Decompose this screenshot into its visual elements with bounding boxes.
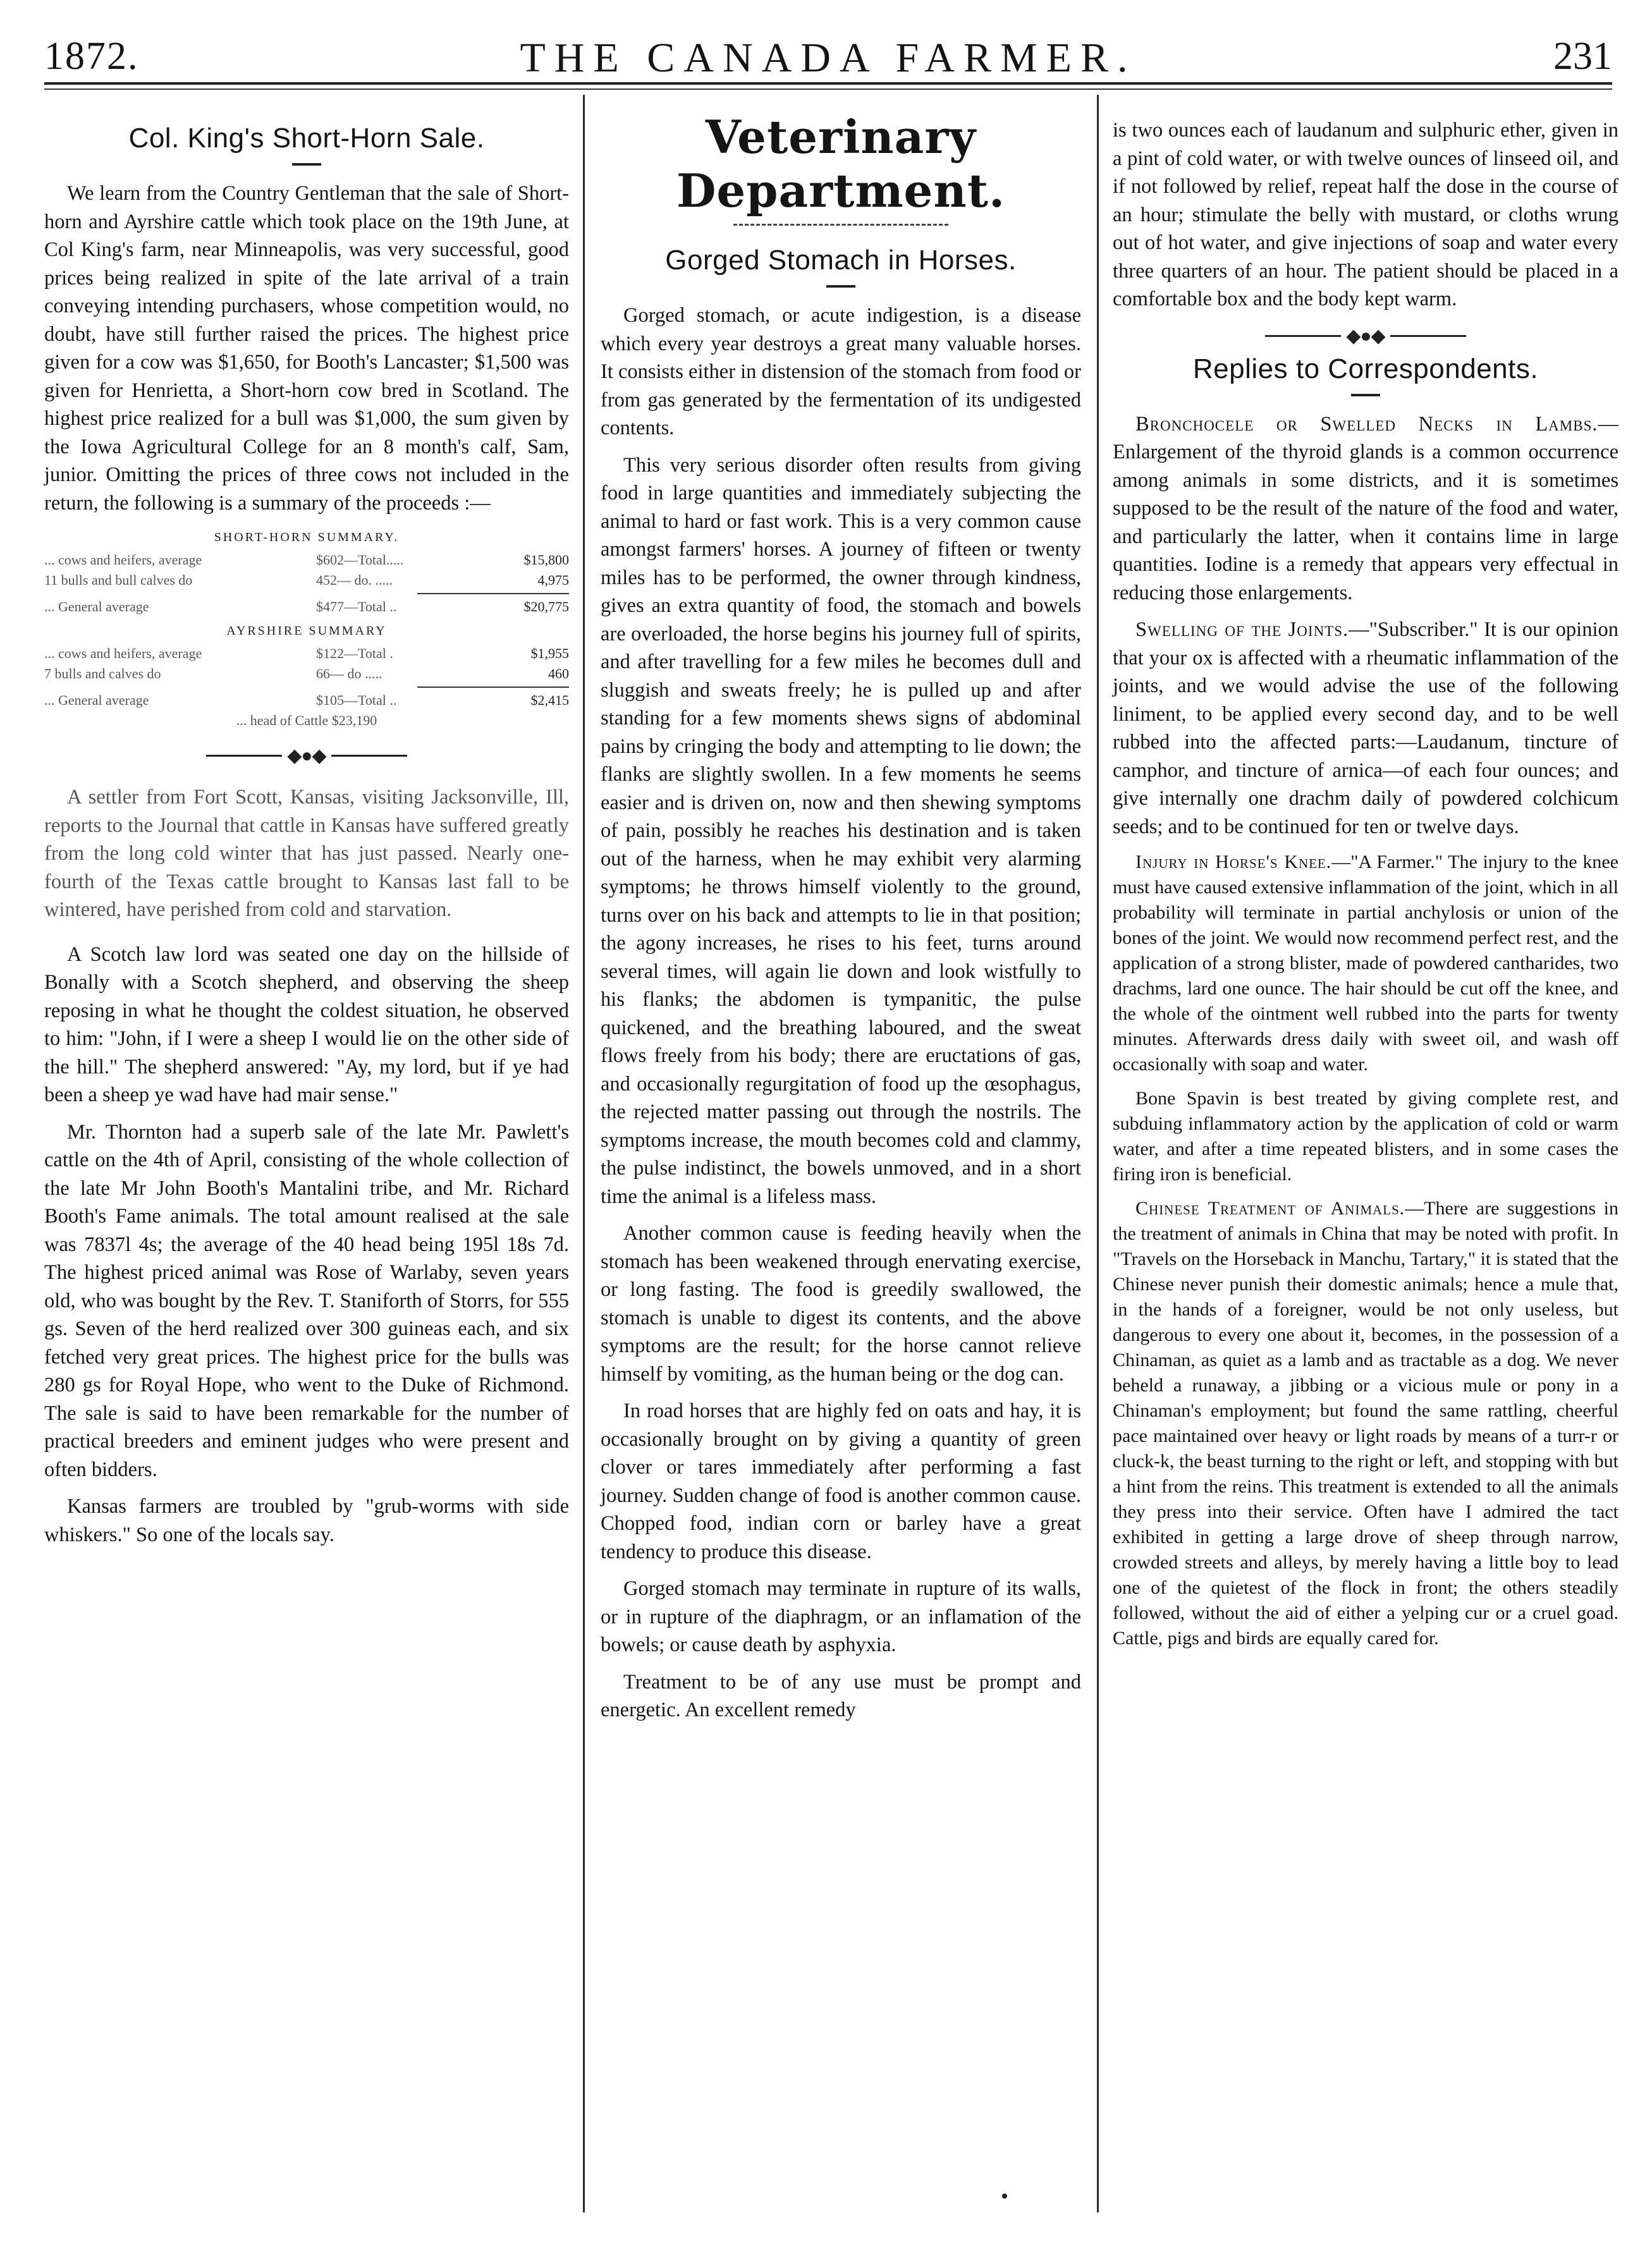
summary-row: 7 bulls and calves do 66— do ..... 460 — [44, 666, 569, 681]
department-title: Veterinary Department. — [676, 110, 1006, 217]
reply-paragraph: Bronchocele or Swelled Necks in Lambs.—Enlargement of the thyroid glands is a common occurrence among animals in some districts, and it is sometimes supposed to be the result of the nature of the food and water, and particularly the latter, when it contains lime in large quantities. Iodine is a remedy that appears very effectual in reducing those enlargements. — [1113, 412, 1618, 604]
reply-heading: Chinese Treatment of Animals. — [1135, 1198, 1405, 1219]
summary-row: ... General average $477—Total .. $20,775 — [44, 599, 569, 614]
reply-heading: Injury in Horse's Knee. — [1135, 851, 1332, 872]
article-paragraph: Another common cause is feeding heavily when the stomach has been weakened through enervating exercise, or long fasting. The food is greedily swallowed, the stomach is unable to digest its contents, and the above symptoms are the result; for the horse cannot relieve himself by vomiting, as the human being or the dog can. — [601, 1222, 1081, 1386]
heading-rule — [292, 163, 321, 166]
article-paragraph: Gorged stomach may terminate in rupture of its walls, or in rupture of the diaphragm, or an inflamation of the bowels; or cause death by asphyxia. — [601, 1577, 1081, 1656]
masthead-rule — [44, 88, 1612, 90]
summary-total: ... head of Cattle $23,190 — [236, 712, 377, 728]
column-divider — [583, 95, 585, 2212]
reply-paragraph: Injury in Horse's Knee.—"A Farmer." The injury to the knee must have caused extensive inflammation of the joint, which in all probability will terminate in partial anchylosis or union of the bones of the joint. We would now recommend perfect rest, and the application of a strong blister, made of powdered cantharides, two drachms, lard one ounce. The hair should be cut off the knee, and the whole of the ointment well rubbed into the parts for twenty minutes. Afterwards dress daily with sweet oil, and wash off occasionally with soap and water. — [1113, 851, 1618, 1075]
summary-row: 11 bulls and bull calves do 452— do. ..... 4,975 — [44, 572, 569, 588]
column-divider — [1097, 95, 1099, 2212]
heading-rule — [826, 285, 855, 288]
summary-row: ... cows and heifers, average $122—Total . $1,955 — [44, 645, 569, 661]
article-paragraph: A settler from Fort Scott, Kansas, visiting Jacksonville, Ill, reports to the Journal that cattle in Kansas have suffered greatly from the long cold winter that has just passed. Nearly one-fourth of the Texas cattle brought to Kansas last fall to be wintered, have perished from cold and starvation. — [44, 786, 569, 921]
column-2 — [601, 101, 1081, 1733]
reply-heading: Bronchocele or Swelled Necks in Lambs. — [1135, 412, 1598, 436]
article-paragraph: This very serious disorder often results from giving food in large quantities and immediately subjecting the animal to hard or fast work. This is a very common cause amongst farmers' horses. A journey of fifteen or twenty miles has to be performed, the owner through kindness, gives an extra quantity of food, the stomach and bowels are overloaded, the horse begins his journey full of spirits, and after travelling for a few miles he becomes dull and sluggish and sweats freely; he is pulled up and after standing for a few moments shews signs of abdominal pains by cringing the body and attempting to lie down; the flanks are slightly swollen. In a few moments he seems easier and is driven on, now and then shewing symptoms of pain, possibly he reaches his destination and is taken out of the harness, when he may exhibit very alarming symptoms; he throws himself violently to the ground, turns over on his back and attempts to lie in that position; the agony increases, he rises to his feet, turns around several times, will again lie down and look wistfully to his flanks; the abdomen is tympanitic, the pulse quickened, and the breathing laboured, and the sweat flows freely from his body; there are eructations of gas, and occasionally regurgitation of food up the œsophagus, the rejected matter passing out through the nostrils. The symptoms increase, the mouth becomes cold and clammy, the pulse indistinct, the bowels unmoved, and in a short time the animal is a lifeless mass. — [601, 453, 1082, 1208]
article-paragraph: A Scotch law lord was seated one day on the hillside of Bonally with a Scotch shepherd, and observing the sheep reposing in what he thought the coldest situation, he observed to him: "John, if I were a sheep I would lie on the other side of the hill." The shepherd answered: "Ay, my lord, but if ye had been a sheep ye wad have had mair sense." — [44, 943, 569, 1106]
summary-row: ... cows and heifers, average $602—Total..... $15,800 — [44, 552, 569, 568]
reply-heading: Swelling of the Joints. — [1135, 618, 1349, 641]
reply-paragraph: Swelling of the Joints.—"Subscriber." It is our opinion that your ox is affected with a rheumatic inflammation of the joints, and we would advise the use of the following liniment, to be applied every second day, and to be well rubbed into the affected parts:—Laudanum, tincture of camphor, and tincture of arnica—of each four ounces; and give internally one drachm daily of powdered colchicum seeds; and to be continued for ten or twelve days. — [1113, 618, 1618, 838]
article-paragraph: Gorged stomach, or acute indigestion, is a disease which every year destroys a great many valuable horses. It consists either in distension of the stomach from food or from gas generated by the fermentation of its undigested contents. — [601, 304, 1082, 439]
masthead — [44, 25, 1612, 85]
page-number: 231 — [1553, 35, 1612, 78]
article-heading: Gorged Stomach in Horses. — [665, 245, 1017, 276]
heading-rule — [1351, 394, 1380, 396]
sale-summary — [44, 527, 569, 731]
column-1 — [44, 101, 569, 1558]
article-paragraph: Mr. Thornton had a superb sale of the late Mr. Pawlett's cattle on the 4th of April, consisting of the whole collection of the late Mr John Booth's Mantalini tribe, and Mr. Richard Booth's Fame animals. The total amount realised at the sale was 7837l 4s; the average of the 40 head being 195l 18s 7d. The highest priced animal was Rose of Warlaby, seven years old, who was bought by the Rev. T. Staniforth of Storrs, for 555 gs. Seven of the herd realized over 300 guineas each, and six fetched very great prices. The highest price for the bulls was 280 gs for Royal Hope, who went to the Duke of Richmond. The sale is said to have been remarkable for the number of practical breeders and eminent judges who were present and often bidders. — [44, 1120, 569, 1481]
article-heading: Replies to Correspondents. — [1192, 353, 1539, 384]
article-paragraph: Treatment to be of any use must be prompt and energetic. An excellent remedy — [601, 1670, 1081, 1721]
summary-row: ... General average $105—Total .. $2,415 — [44, 692, 569, 708]
masthead-year: 1872. — [44, 35, 139, 78]
column-3 — [1113, 101, 1618, 1660]
article-paragraph: In road horses that are highly fed on oats and hay, it is occasionally brought on by giving a quantity of green clover or tares immediately after performing a fast journey. Sudden change of food is another common cause. Chopped food, indian corn or barley have a great tendency to produce this disease. — [601, 1400, 1081, 1563]
article-heading: Col. King's Short-Horn Sale. — [128, 123, 485, 154]
dense-section — [1113, 850, 1618, 1651]
article-paragraph: Kansas farmers are troubled by "grub-worms with side whiskers." So one of the locals say. — [44, 1495, 569, 1546]
reply-paragraph: Chinese Treatment of Animals.—There are suggestions in the treatment of animals in China that may be noted with profit. In "Travels on the Horseback in Manchu, Tartary," it is stated that the Chinese never punish their domestic animals; hence a mule that, in the hands of a foreigner, would be not only useless, but dangerous to every one about it, becomes, in the possession of a Chinaman, as quiet as a lamb and as tractable as a dog. We never beheld a runaway, a jibbing or a vicious mule or pony in a Chinaman's employment; but found the same rattling, cheerful pace maintained over heavy or light roads by means of a turr-r or cluck-k, the beast turning to the right or left, and stopping with but a hint from the reins. This treatment is extended to all the animals they press into their service. Often have I admired the tact exhibited in getting a large drove of sheep through narrow, crowded streets and alleys, by merely having a little boy to lead one of the quietest of the flock in front; the others steadily followed, without the aid of either a yelping cur or a cruel goad. Cattle, pigs and birds are equally cared for. — [1113, 1198, 1618, 1649]
section-ornament: ◆●◆ — [44, 745, 569, 767]
article-paragraph: We learn from the Country Gentleman that the sale of Short-horn and Ayrshire cattle which took place on the 19th June, at Col King's farm, near Minneapolis, was very successful, good prices being realized in spite of the late arrival of a train conveying intending purchasers, whose competition would, no doubt, have still further raised the prices. The highest price given for a cow was $1,650, for Booth's Lancaster; $1,500 was given for Henrietta, a Short-horn cow bred in Scotland. The highest price realized for a bull was $1,000, the sum given by the Iowa Agricultural College for an 8 month's calf, Sam, junior. Omitting the prices of three cows not included in the return, the following is a summary of the proceeds :— — [44, 182, 569, 515]
section-ornament: ◆●◆ — [1113, 325, 1618, 347]
masthead-title: THE CANADA FARMER. — [520, 35, 1137, 81]
page-dot — [1002, 2194, 1007, 2199]
summary-title: SHORT-HORN SUMMARY. — [214, 530, 400, 544]
article-paragraph: is two ounces each of laudanum and sulphuric ether, given in a pint of cold water, or with twelve ounces of linseed oil, and if not followed by relief, repeat half the dose in the course of an hour; stimulate the belly with mustard, or cloths wrung out of hot water, and give injections of soap and water every three quarters of an hour. The patient should be placed in a comfortable box and the body kept warm. — [1113, 119, 1618, 310]
summary-rule — [417, 593, 569, 594]
summary-rule — [417, 687, 569, 688]
reply-paragraph: Bone Spavin is best treated by giving complete rest, and subduing inflammatory action by the application of cold or warm water, and after a time repeated blisters, and in some cases the firing iron is beneficial. — [1113, 1088, 1618, 1185]
summary-title: AYRSHIRE SUMMARY — [226, 624, 387, 638]
department-rule — [733, 224, 948, 226]
